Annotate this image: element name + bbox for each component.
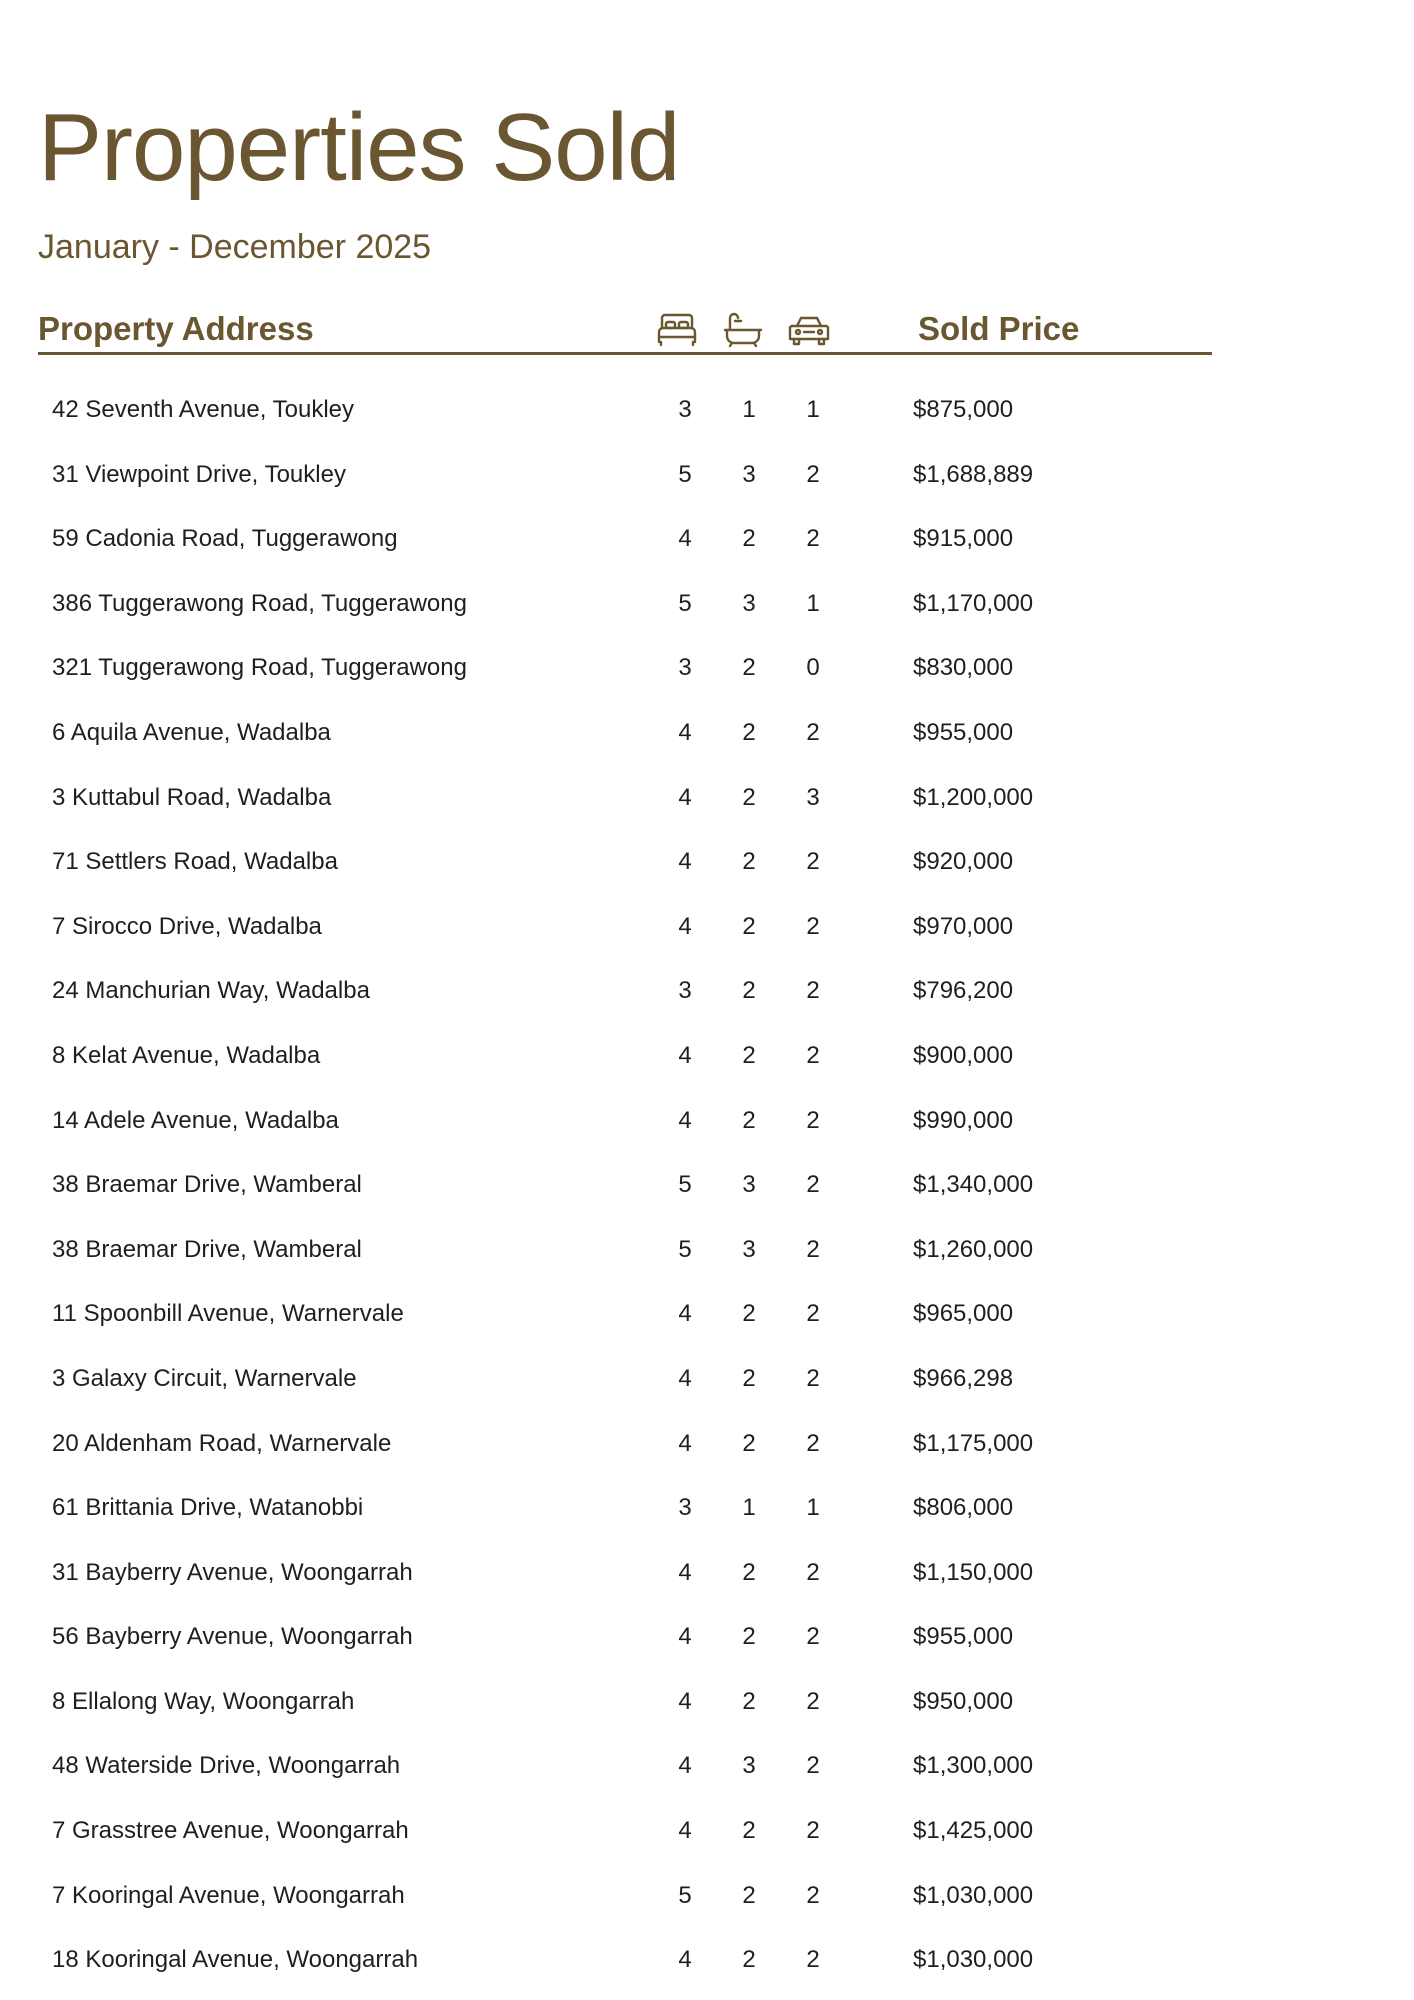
row-cars: 0 (806, 654, 820, 682)
table-row (0, 636, 1414, 701)
row-cars: 2 (806, 1106, 820, 1134)
property-list (0, 378, 1414, 1993)
row-price: $1,340,000 (913, 1171, 1034, 1199)
row-beds: 4 (678, 1041, 692, 1069)
table-row (0, 1541, 1414, 1606)
row-price: $970,000 (913, 912, 1014, 940)
row-address: 38 Braemar Drive, Wamberal (52, 1235, 362, 1263)
row-address: 18 Kooringal Avenue, Woongarrah (52, 1946, 419, 1974)
row-baths: 1 (742, 396, 756, 423)
row-address: 48 Waterside Drive, Woongarrah (52, 1752, 401, 1780)
row-cars: 2 (806, 1041, 820, 1069)
row-beds: 4 (678, 1106, 692, 1134)
row-baths: 3 (742, 589, 756, 617)
row-baths: 2 (742, 525, 756, 553)
row-cars: 1 (806, 396, 820, 423)
table-row (0, 1153, 1414, 1218)
row-beds: 5 (678, 1235, 692, 1263)
row-beds: 4 (678, 1364, 692, 1392)
row-beds: 5 (678, 589, 692, 617)
row-baths: 2 (742, 912, 756, 940)
row-baths: 2 (742, 1429, 756, 1457)
row-baths: 3 (742, 1752, 756, 1780)
row-address: 386 Tuggerawong Road, Tuggerawong (52, 589, 467, 617)
row-price: $900,000 (913, 1041, 1014, 1069)
row-baths: 2 (742, 1687, 756, 1715)
row-price: $1,260,000 (913, 1235, 1034, 1263)
row-baths: 2 (742, 1106, 756, 1134)
row-address: 8 Kelat Avenue, Wadalba (52, 1041, 321, 1069)
row-baths: 2 (742, 977, 756, 1005)
row-baths: 2 (742, 1623, 756, 1651)
header-address: Property Address (38, 310, 314, 347)
row-baths: 3 (742, 460, 756, 488)
row-beds: 3 (678, 654, 692, 682)
row-price: $830,000 (913, 654, 1014, 682)
row-baths: 2 (742, 1881, 756, 1909)
row-cars: 2 (806, 460, 820, 488)
row-beds: 5 (678, 460, 692, 488)
row-price: $915,000 (913, 525, 1014, 553)
row-cars: 2 (806, 1171, 820, 1199)
row-baths: 3 (742, 1171, 756, 1199)
row-baths: 2 (742, 783, 756, 811)
row-address: 11 Spoonbill Avenue, Warnervale (52, 1300, 404, 1328)
row-baths: 3 (742, 1235, 756, 1263)
table-row (0, 766, 1414, 831)
row-price: $955,000 (913, 1623, 1014, 1651)
table-row (0, 1282, 1414, 1347)
table-row (0, 1347, 1414, 1412)
row-beds: 4 (678, 1300, 692, 1328)
row-price: $1,688,889 (913, 460, 1034, 488)
row-baths: 2 (742, 1364, 756, 1392)
row-price: $955,000 (913, 718, 1014, 746)
table-row (0, 1476, 1414, 1541)
row-price: $1,425,000 (913, 1817, 1034, 1845)
table-row (0, 378, 1414, 443)
row-price: $1,150,000 (913, 1558, 1034, 1586)
row-address: 3 Galaxy Circuit, Warnervale (52, 1364, 357, 1392)
row-address: 321 Tuggerawong Road, Tuggerawong (52, 654, 467, 682)
row-cars: 2 (806, 1752, 820, 1780)
bath-icon (722, 312, 764, 348)
row-address: 61 Brittania Drive, Watanobbi (52, 1494, 364, 1522)
table-header (38, 304, 1212, 355)
row-baths: 2 (742, 718, 756, 746)
row-price: $1,030,000 (913, 1881, 1034, 1909)
table-row (0, 1089, 1414, 1154)
row-price: $796,200 (913, 977, 1014, 1005)
row-price: $920,000 (913, 848, 1014, 876)
table-row (0, 1734, 1414, 1799)
table-row (0, 572, 1414, 637)
row-beds: 4 (678, 718, 692, 746)
row-price: $990,000 (913, 1106, 1014, 1134)
table-row (0, 1928, 1414, 1993)
page-title: Properties Sold (38, 94, 680, 201)
table-row (0, 830, 1414, 895)
table-row (0, 701, 1414, 766)
table-row (0, 1218, 1414, 1283)
row-baths: 2 (742, 848, 756, 876)
row-beds: 4 (678, 1817, 692, 1845)
table-row (0, 1412, 1414, 1477)
row-price: $875,000 (913, 396, 1014, 423)
row-address: 56 Bayberry Avenue, Woongarrah (52, 1623, 413, 1651)
row-address: 20 Aldenham Road, Warnervale (52, 1429, 392, 1457)
row-beds: 4 (678, 1558, 692, 1586)
row-price: $806,000 (913, 1494, 1014, 1522)
row-address: 3 Kuttabul Road, Wadalba (52, 783, 332, 811)
row-address: 42 Seventh Avenue, Toukley (52, 396, 355, 423)
row-price: $1,030,000 (913, 1946, 1034, 1974)
row-address: 24 Manchurian Way, Wadalba (52, 977, 370, 1005)
table-row (0, 895, 1414, 960)
row-baths: 2 (742, 1946, 756, 1974)
row-cars: 2 (806, 977, 820, 1005)
row-address: 7 Sirocco Drive, Wadalba (52, 912, 322, 940)
row-baths: 2 (742, 1041, 756, 1069)
header-sold-price: Sold Price (918, 310, 1080, 347)
row-baths: 2 (742, 1300, 756, 1328)
row-beds: 4 (678, 783, 692, 811)
row-baths: 2 (742, 654, 756, 682)
table-row (0, 1864, 1414, 1929)
row-baths: 1 (742, 1494, 756, 1522)
row-address: 8 Ellalong Way, Woongarrah (52, 1687, 355, 1715)
row-cars: 2 (806, 1946, 820, 1974)
table-row (0, 1605, 1414, 1670)
row-price: $1,300,000 (913, 1752, 1034, 1780)
row-beds: 4 (678, 1752, 692, 1780)
row-price: $1,175,000 (913, 1429, 1034, 1457)
row-address: 14 Adele Avenue, Wadalba (52, 1106, 339, 1134)
row-beds: 3 (678, 396, 692, 423)
row-baths: 2 (742, 1558, 756, 1586)
row-address: 31 Bayberry Avenue, Woongarrah (52, 1558, 413, 1586)
row-cars: 2 (806, 1558, 820, 1586)
row-cars: 2 (806, 1817, 820, 1845)
row-beds: 3 (678, 1494, 692, 1522)
row-cars: 2 (806, 1364, 820, 1392)
row-price: $1,170,000 (913, 589, 1034, 617)
row-cars: 2 (806, 718, 820, 746)
table-row (0, 1799, 1414, 1864)
row-beds: 4 (678, 1687, 692, 1715)
row-cars: 1 (806, 589, 820, 617)
row-cars: 2 (806, 1623, 820, 1651)
bed-icon (656, 312, 698, 348)
row-beds: 4 (678, 1946, 692, 1974)
row-address: 38 Braemar Drive, Wamberal (52, 1171, 362, 1199)
row-address: 6 Aquila Avenue, Wadalba (52, 718, 331, 746)
row-beds: 4 (678, 525, 692, 553)
row-price: $966,298 (913, 1364, 1014, 1392)
row-cars: 2 (806, 912, 820, 940)
table-row (0, 1670, 1414, 1735)
row-cars: 2 (806, 1881, 820, 1909)
row-beds: 5 (678, 1881, 692, 1909)
row-address: 31 Viewpoint Drive, Toukley (52, 460, 346, 488)
row-address: 71 Settlers Road, Wadalba (52, 848, 338, 876)
row-price: $950,000 (913, 1687, 1014, 1715)
row-cars: 1 (806, 1494, 820, 1522)
row-cars: 2 (806, 1687, 820, 1715)
row-cars: 3 (806, 783, 820, 811)
row-baths: 2 (742, 1817, 756, 1845)
table-row (0, 959, 1414, 1024)
row-beds: 4 (678, 1623, 692, 1651)
row-beds: 3 (678, 977, 692, 1005)
row-price: $1,200,000 (913, 783, 1034, 811)
row-address: 7 Kooringal Avenue, Woongarrah (52, 1881, 405, 1909)
row-address: 7 Grasstree Avenue, Woongarrah (52, 1817, 409, 1845)
table-row (0, 1024, 1414, 1089)
car-icon (788, 312, 830, 348)
row-cars: 2 (806, 1235, 820, 1263)
row-price: $965,000 (913, 1300, 1014, 1328)
page-subtitle: January - December 2025 (38, 228, 432, 266)
row-cars: 2 (806, 1300, 820, 1328)
table-row (0, 443, 1414, 508)
table-row (0, 507, 1414, 572)
row-beds: 4 (678, 848, 692, 876)
row-cars: 2 (806, 525, 820, 553)
row-cars: 2 (806, 1429, 820, 1457)
row-beds: 4 (678, 1429, 692, 1457)
row-beds: 4 (678, 912, 692, 940)
row-beds: 5 (678, 1171, 692, 1199)
row-cars: 2 (806, 848, 820, 876)
row-address: 59 Cadonia Road, Tuggerawong (52, 525, 398, 553)
